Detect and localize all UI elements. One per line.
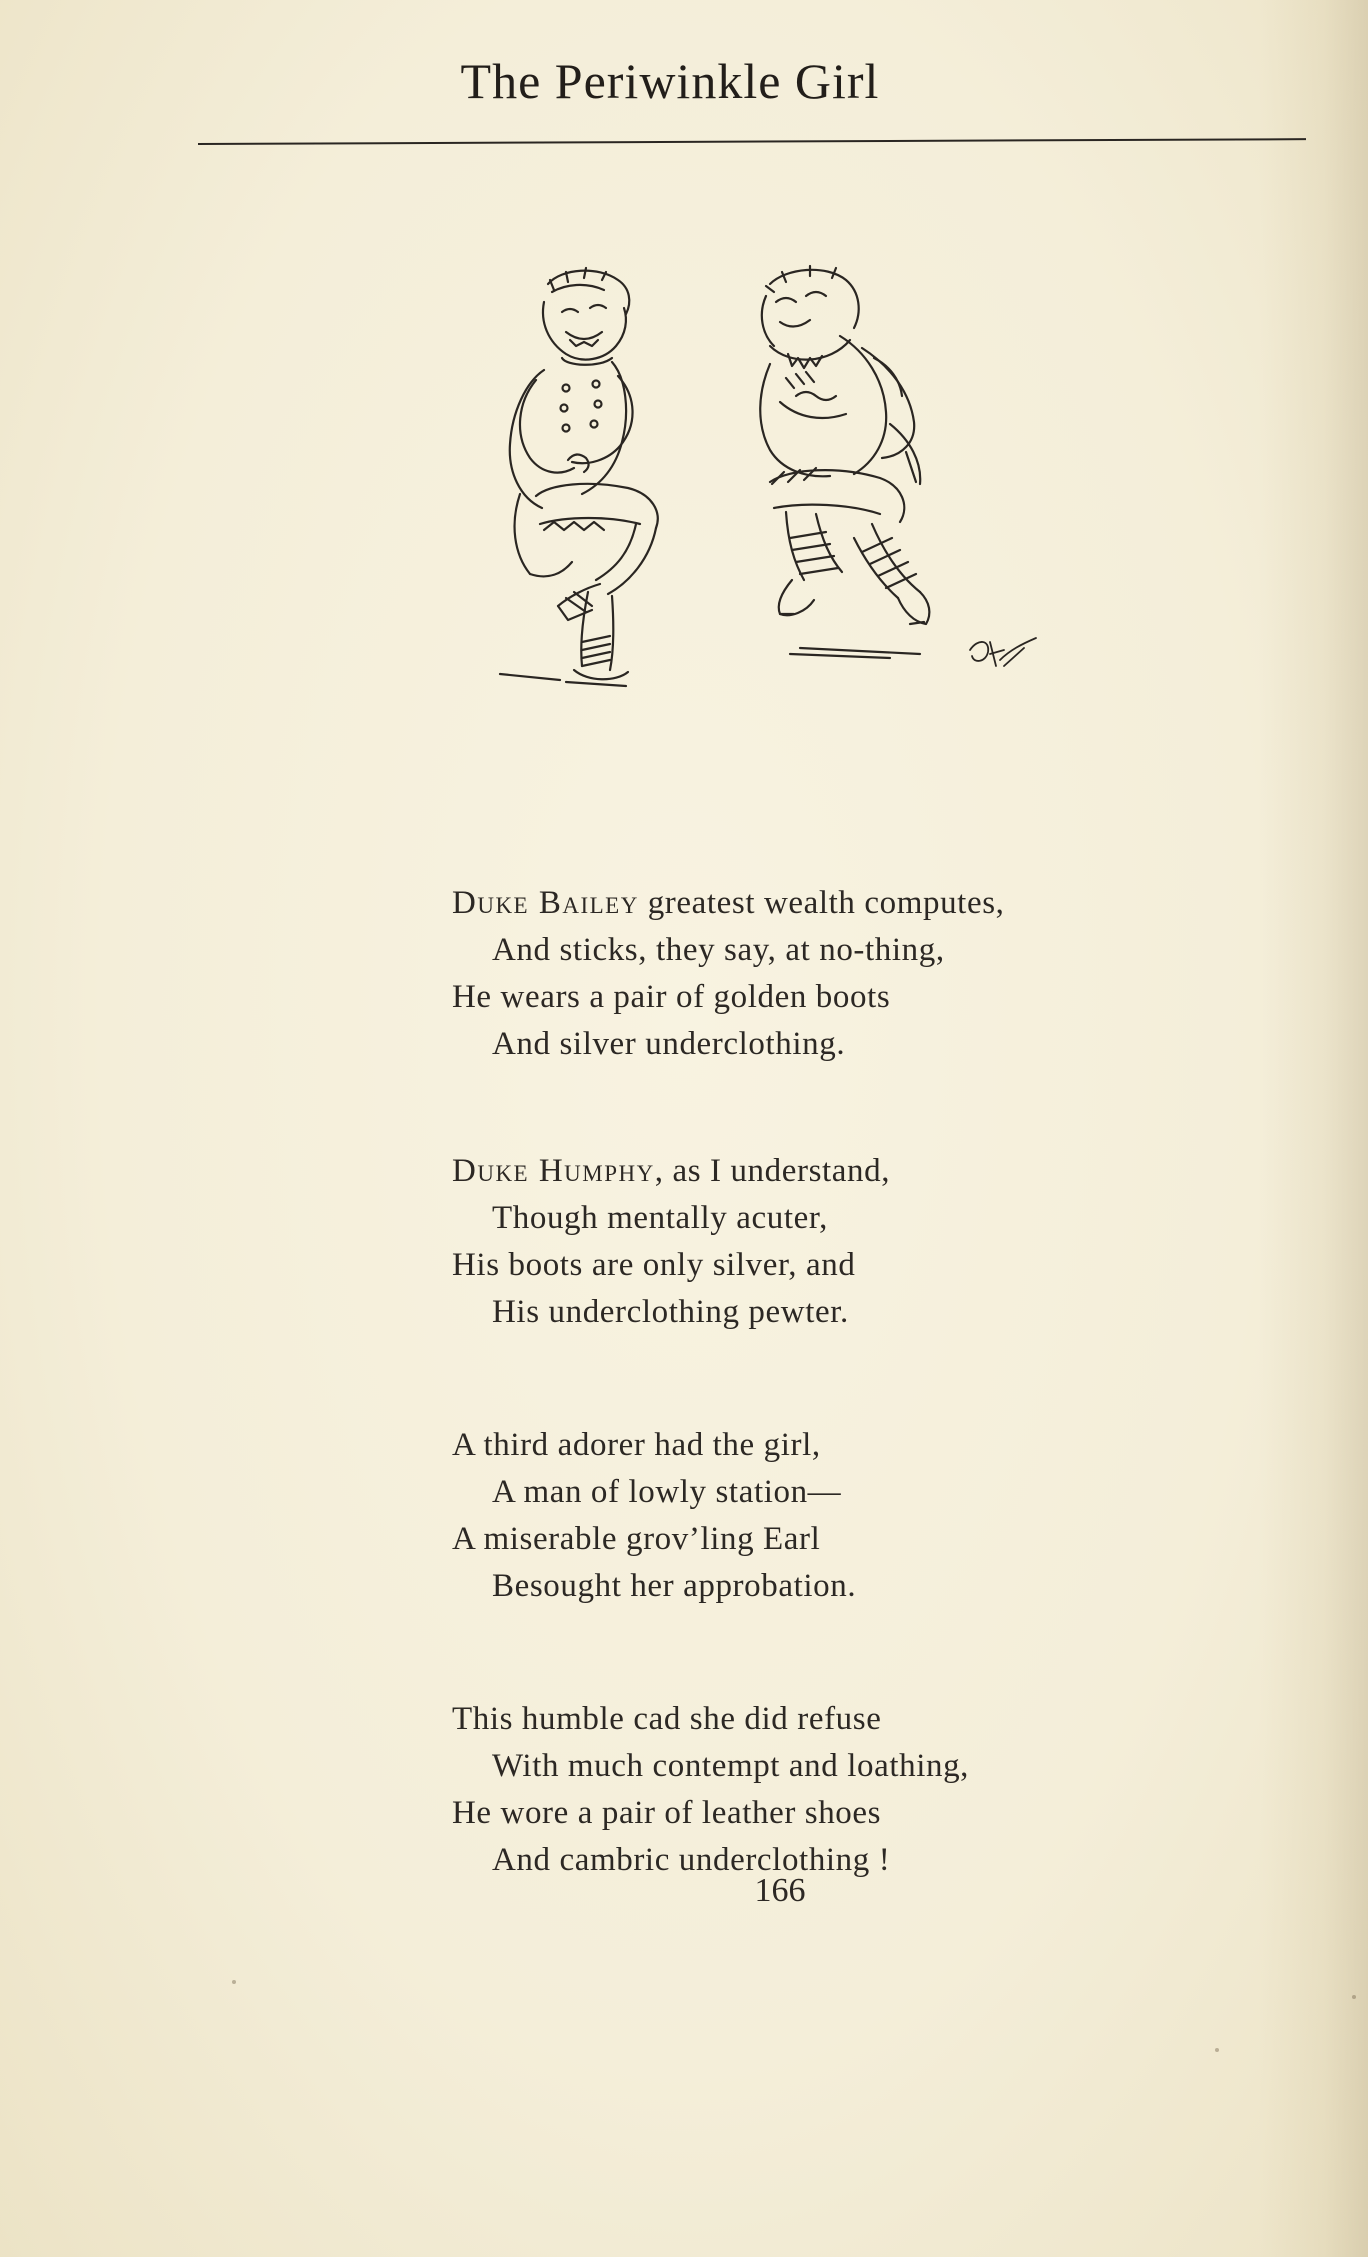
poem-line: A third adorer had the girl, bbox=[452, 1427, 821, 1463]
stanza-2 bbox=[452, 1148, 1212, 1336]
page-number: 166 bbox=[754, 1872, 806, 1909]
artist-signature-icon bbox=[970, 638, 1036, 666]
two-dancing-dukes-illustration-icon bbox=[470, 262, 1050, 712]
page-edge-shading bbox=[1258, 0, 1368, 2257]
proper-name: Duke Bailey bbox=[452, 885, 639, 921]
poem-line bbox=[452, 880, 1212, 927]
paper-speck bbox=[1352, 1995, 1356, 1999]
poem-line: His underclothing pewter. bbox=[492, 1294, 849, 1330]
poem-line: And sticks, they say, at no-thing, bbox=[492, 932, 945, 968]
poem-line: With much contempt and loathing, bbox=[492, 1748, 970, 1784]
line-text: greatest wealth computes, bbox=[638, 885, 1005, 921]
poem-line bbox=[452, 1148, 1212, 1195]
paper-speck bbox=[1215, 2048, 1219, 2052]
stanza-4 bbox=[452, 1696, 1212, 1884]
running-head: The Periwinkle Girl bbox=[460, 53, 880, 109]
line-text: , as I understand, bbox=[654, 1153, 891, 1189]
stanza-3 bbox=[452, 1422, 1212, 1610]
poem-line: And silver underclothing. bbox=[492, 1026, 846, 1062]
poem-line: He wore a pair of leather shoes bbox=[452, 1795, 882, 1831]
paper-speck bbox=[232, 1980, 236, 1984]
poem-line: Besought her approbation. bbox=[492, 1568, 857, 1604]
poem-line: A miserable grov’ling Earl bbox=[452, 1521, 821, 1557]
stanza-1 bbox=[452, 880, 1212, 1068]
poem-line: Though mentally acuter, bbox=[492, 1200, 828, 1236]
poem-line: A man of lowly station— bbox=[492, 1474, 842, 1510]
left-duke-figure bbox=[500, 268, 658, 686]
right-duke-figure bbox=[760, 266, 929, 658]
poem-line: He wears a pair of golden boots bbox=[452, 979, 891, 1015]
head-rule bbox=[198, 138, 1306, 145]
poem-line: And cambric underclothing ! bbox=[492, 1842, 891, 1878]
poem-line: This humble cad she did refuse bbox=[452, 1701, 882, 1737]
poem-line: His boots are only silver, and bbox=[452, 1247, 856, 1283]
proper-name: Duke Humphy bbox=[452, 1153, 655, 1189]
